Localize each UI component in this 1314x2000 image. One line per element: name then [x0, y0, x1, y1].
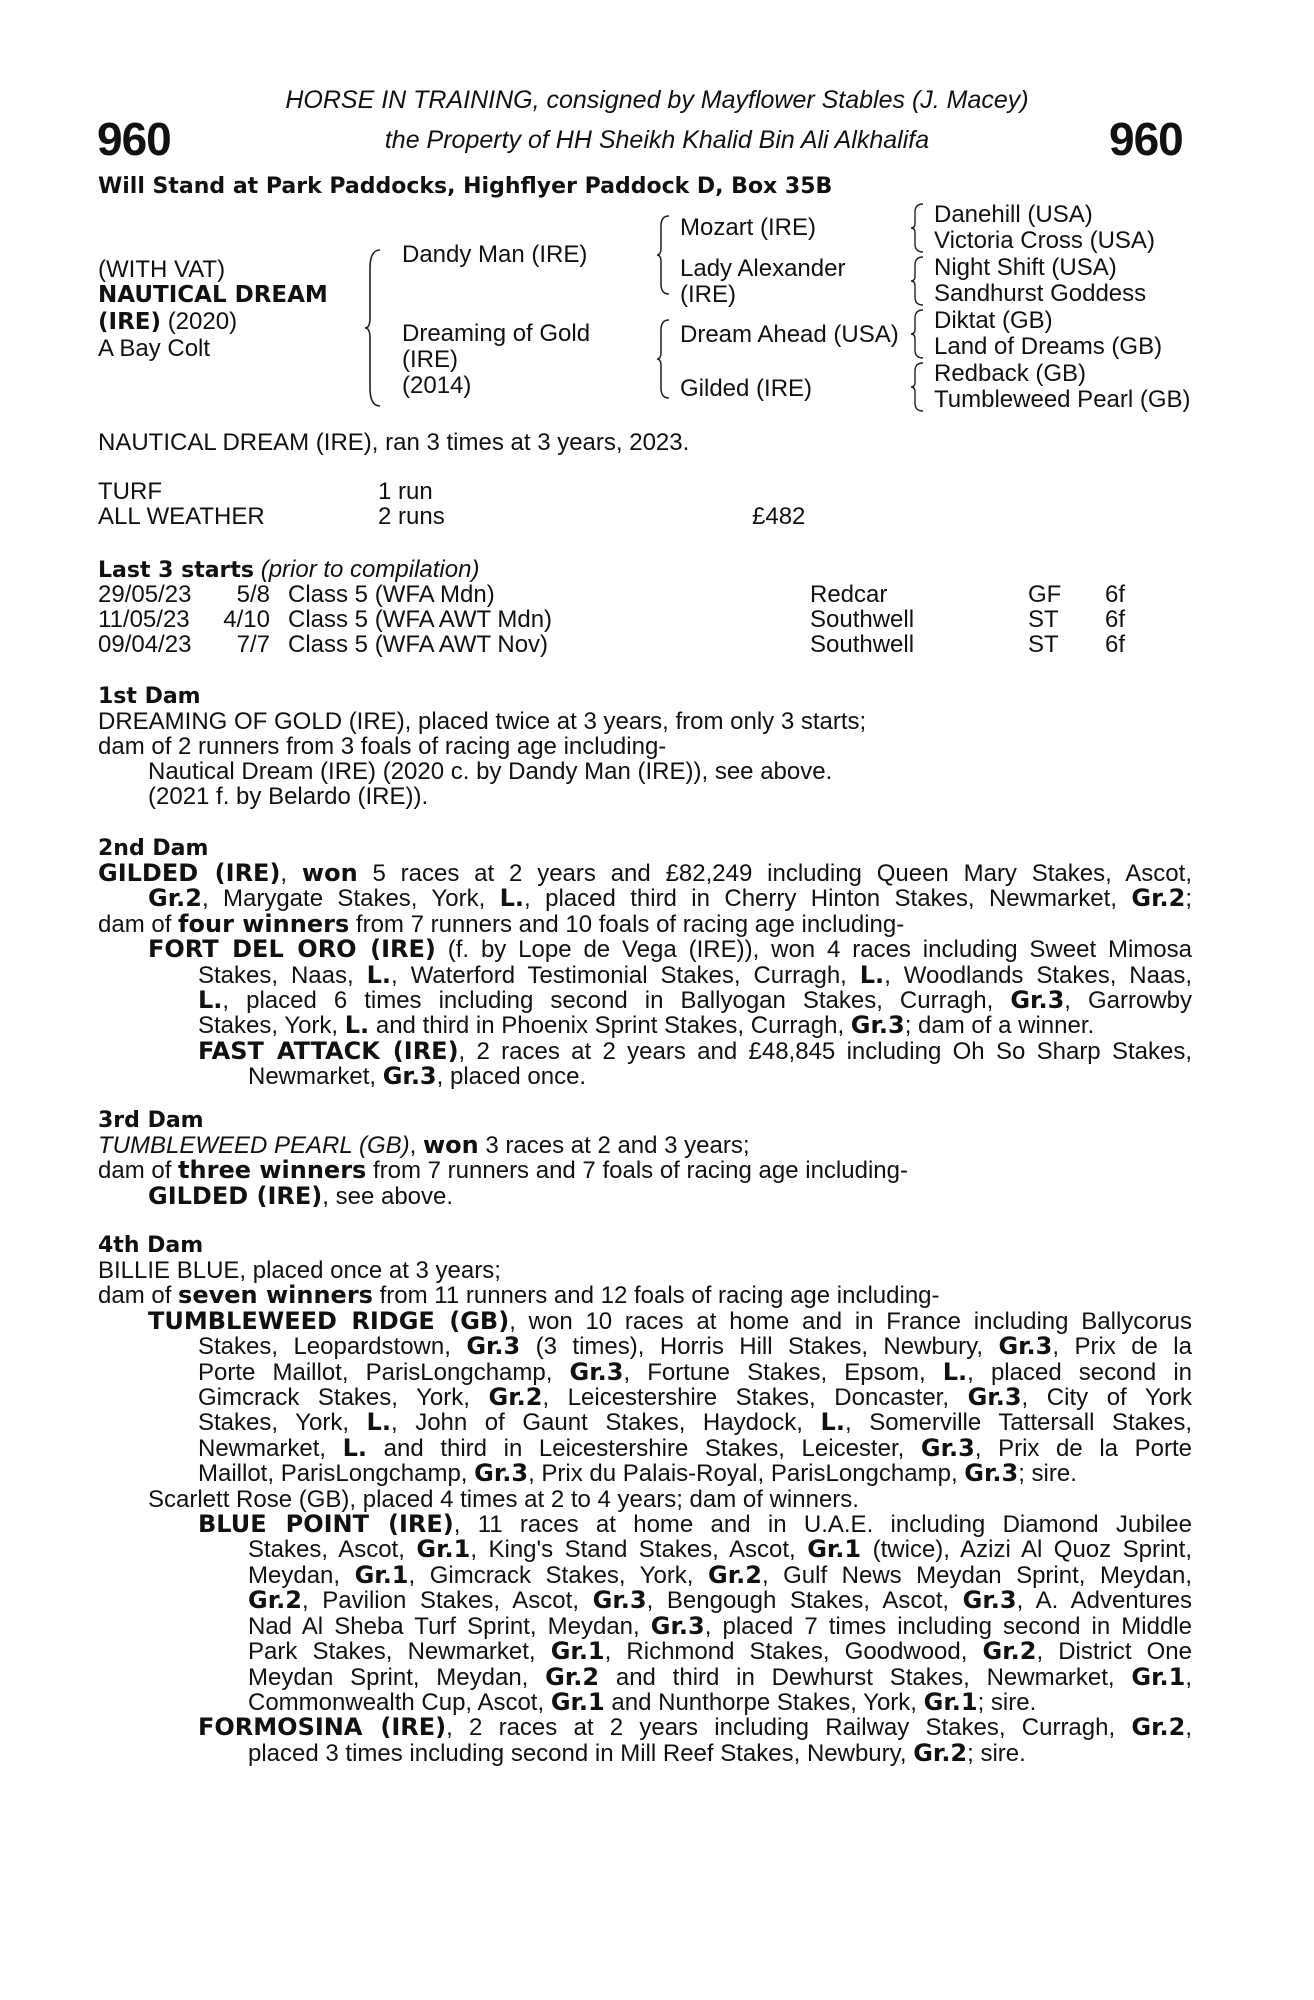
gsire-3: Night Shift (USA) — [934, 254, 1117, 281]
start-position: 7/7 — [236, 631, 270, 658]
text-line: placed 3 times including second in Mill Reef Stakes, Newbury, Gr.2; sire. — [248, 1738, 1026, 1767]
surface-aw-prize: £482 — [752, 503, 806, 530]
property-line: the Property of HH Sheikh Khalid Bin Ali Alkhalifa — [384, 126, 930, 154]
start-date: 11/05/23 — [98, 606, 190, 633]
text-line: Gr.2, Marygate Stakes, York, L., placed third in Cherry Hinton Stakes, Newmarket, Gr.2; — [148, 884, 1192, 913]
text-line: Commonwealth Cup, Ascot, Gr.1 and Nunthorpe Stakes, York, Gr.1; sire. — [248, 1687, 1037, 1716]
start-race: Class 5 (WFA AWT Mdn) — [288, 606, 553, 633]
start-course: Southwell — [810, 631, 915, 658]
text-line: Meydan, Gr.1, Gimcrack Stakes, York, Gr.2, Gulf News Meydan Sprint, Meydan, — [248, 1560, 1193, 1589]
dam-sire: Dream Ahead (USA) — [680, 321, 899, 348]
sire: Dandy Man (IRE) — [402, 241, 588, 268]
text-line: TUMBLEWEED RIDGE (GB), won 10 races at home and in France including Ballycorus — [148, 1306, 1192, 1335]
horse-year: (2020) — [167, 308, 238, 335]
dam: Dreaming of Gold — [402, 320, 591, 347]
first-dam-line: dam of 2 runners from 3 foals of racing age including- — [98, 733, 667, 760]
first-dam-line: DREAMING OF GOLD (IRE), placed twice at 3 years, from only 3 starts; — [98, 708, 867, 735]
text-line: Stakes, York, L., John of Gaunt Stakes, Haydock, L., Somerville Tattersall Stakes, — [198, 1408, 1192, 1437]
text-line: GILDED (IRE), won 5 races at 2 years and £82,249 including Queen Mary Stakes, Ascot, — [98, 859, 1192, 887]
pedigree-brace-main — [364, 248, 382, 408]
text-line: Stakes, York, L. and third in Phoenix Sprint Stakes, Curragh, Gr.3; dam of a winner. — [198, 1011, 1095, 1040]
first-dam-line: Nautical Dream (IRE) (2020 c. by Dandy Man (IRE)), see above. — [148, 758, 833, 785]
start-position: 4/10 — [223, 606, 270, 633]
surface-aw-label: ALL WEATHER — [98, 503, 265, 530]
text-line: GILDED (IRE), see above. — [148, 1181, 454, 1210]
pedigree-brace-g3 — [910, 308, 924, 360]
gsire-4: Sandhurst Goddess — [934, 280, 1147, 307]
start-distance: 6f — [1105, 631, 1126, 658]
dam-line2: (IRE) — [402, 346, 458, 373]
stand-location: Will Stand at Park Paddocks, Highflyer Paddock D, Box 35B — [98, 174, 833, 199]
text-line: Stakes, Naas, L., Waterford Testimonial Stakes, Curragh, L., Woodlands Stakes, Naas, — [198, 960, 1192, 989]
text-line: dam of seven winners from 11 runners and 12 foals of racing age including- — [98, 1281, 940, 1310]
start-course: Southwell — [810, 606, 915, 633]
text-line: Stakes, Leopardstown, Gr.3 (3 times), Horris Hill Stakes, Newbury, Gr.3, Prix de la — [198, 1332, 1192, 1361]
pedigree-brace-dam — [656, 318, 670, 400]
sire-sire: Mozart (IRE) — [680, 214, 817, 241]
text-line: BILLIE BLUE, placed once at 3 years; — [98, 1257, 501, 1284]
text-line: FORMOSINA (IRE), 2 races at 2 years including Railway Stakes, Curragh, Gr.2, — [198, 1713, 1192, 1742]
sire-dam: Lady Alexander — [680, 255, 846, 282]
third-dam-block — [98, 1133, 1192, 1209]
dam-year: (2014) — [402, 372, 472, 399]
horse-description: A Bay Colt — [98, 335, 211, 362]
gsire-1: Danehill (USA) — [934, 201, 1093, 228]
pedigree-brace-g2 — [910, 255, 924, 307]
surface-turf-runs: 1 run — [378, 478, 433, 505]
pedigree-brace-g4 — [910, 361, 924, 413]
consignor-line: HORSE IN TRAINING, consigned by Mayflower Stables (J. Macey) — [285, 86, 1029, 114]
gsire-8: Tumbleweed Pearl (GB) — [934, 386, 1191, 413]
sire-dam-line2: (IRE) — [680, 281, 736, 308]
text-line: BLUE POINT (IRE), 11 races at home and in U.A.E. including Diamond Jubilee — [198, 1510, 1192, 1539]
text-line: TUMBLEWEED PEARL (GB), won 3 races at 2 and 3 years; — [98, 1131, 750, 1159]
gsire-2: Victoria Cross (USA) — [934, 227, 1155, 254]
horse-country: (IRE) — [98, 309, 162, 335]
text-line: Newmarket, Gr.3, placed once. — [248, 1062, 587, 1091]
text-line: Park Stakes, Newmarket, Gr.1, Richmond Stakes, Goodwood, Gr.2, District One — [248, 1637, 1192, 1666]
lot-number-left: 960 — [97, 113, 171, 165]
text-line: dam of three winners from 7 runners and 7 foals of racing age including- — [98, 1156, 908, 1185]
text-line: Porte Maillot, ParisLongchamp, Gr.3, Fortune Stakes, Epsom, L., placed second in — [198, 1357, 1193, 1386]
dam-dam: Gilded (IRE) — [680, 375, 813, 402]
text-line: Gr.2, Pavilion Stakes, Ascot, Gr.3, Bengough Stakes, Ascot, Gr.3, A. Adventures — [248, 1586, 1192, 1615]
gsire-7: Redback (GB) — [934, 360, 1087, 387]
first-dam-title: 1st Dam — [98, 684, 201, 709]
start-going: GF — [1028, 581, 1062, 608]
text-line: Newmarket, L. and third in Leicestershire Stakes, Leicester, Gr.3, Prix de la Porte — [198, 1433, 1192, 1462]
text-line: FAST ATTACK (IRE), 2 races at 2 years and £48,845 including Oh So Sharp Stakes, — [198, 1036, 1193, 1065]
text-line: Meydan Sprint, Meydan, Gr.2 and third in Dewhurst Stakes, Newmarket, Gr.1, — [248, 1662, 1192, 1691]
horse-name: NAUTICAL DREAM — [98, 282, 328, 308]
start-date: 29/05/23 — [98, 581, 192, 608]
text-line: Stakes, Ascot, Gr.1, King's Stand Stakes, Ascot, Gr.1 (twice), Azizi Al Quoz Sprint, — [248, 1535, 1192, 1564]
start-distance: 6f — [1105, 606, 1126, 633]
gsire-6: Land of Dreams (GB) — [934, 333, 1163, 360]
third-dam-title: 3rd Dam — [98, 1108, 204, 1133]
text-line: Nad Al Sheba Turf Sprint, Meydan, Gr.3, placed 7 times including second in Middle — [248, 1611, 1192, 1640]
text-line: Scarlett Rose (GB), placed 4 times at 2 to 4 years; dam of winners. — [148, 1485, 859, 1513]
surface-aw-runs: 2 runs — [378, 503, 445, 530]
start-distance: 6f — [1105, 581, 1126, 608]
start-race: Class 5 (WFA Mdn) — [288, 581, 495, 608]
start-course: Redcar — [810, 581, 888, 608]
vat-note: (WITH VAT) — [98, 256, 226, 283]
second-dam-block — [98, 861, 1192, 1090]
fourth-dam-title: 4th Dam — [98, 1233, 204, 1258]
start-going: ST — [1028, 631, 1059, 658]
pedigree-brace-sire — [656, 214, 670, 296]
start-going: ST — [1028, 606, 1059, 633]
gsire-5: Diktat (GB) — [934, 307, 1053, 334]
start-date: 09/04/23 — [98, 631, 192, 658]
text-line: Maillot, ParisLongchamp, Gr.3, Prix du Palais-Royal, ParisLongchamp, Gr.3; sire. — [198, 1459, 1077, 1488]
second-dam-title: 2nd Dam — [98, 836, 209, 861]
text-line: FORT DEL ORO (IRE) (f. by Lope de Vega (IRE)), won 4 races including Sweet Mimosa — [148, 935, 1192, 964]
text-line: L., placed 6 times including second in Ballyogan Stakes, Curragh, Gr.3, Garrowby — [198, 986, 1192, 1015]
last-starts-note: (prior to compilation) — [260, 556, 480, 583]
race-summary: NAUTICAL DREAM (IRE), ran 3 times at 3 years, 2023. — [98, 429, 690, 456]
start-race: Class 5 (WFA AWT Nov) — [288, 631, 549, 658]
first-dam-line: (2021 f. by Belardo (IRE)). — [148, 783, 429, 810]
text-line: Gimcrack Stakes, York, Gr.2, Leicestershire Stakes, Doncaster, Gr.3, City of York — [198, 1383, 1192, 1412]
pedigree-brace-g1 — [910, 202, 924, 254]
last-starts-title: Last 3 starts — [98, 558, 255, 583]
lot-number-right: 960 — [1109, 113, 1183, 165]
fourth-dam-block — [98, 1258, 1192, 1766]
start-position: 5/8 — [236, 581, 270, 608]
surface-turf-label: TURF — [98, 478, 162, 505]
text-line: dam of four winners from 7 runners and 10 foals of racing age including- — [98, 909, 905, 938]
